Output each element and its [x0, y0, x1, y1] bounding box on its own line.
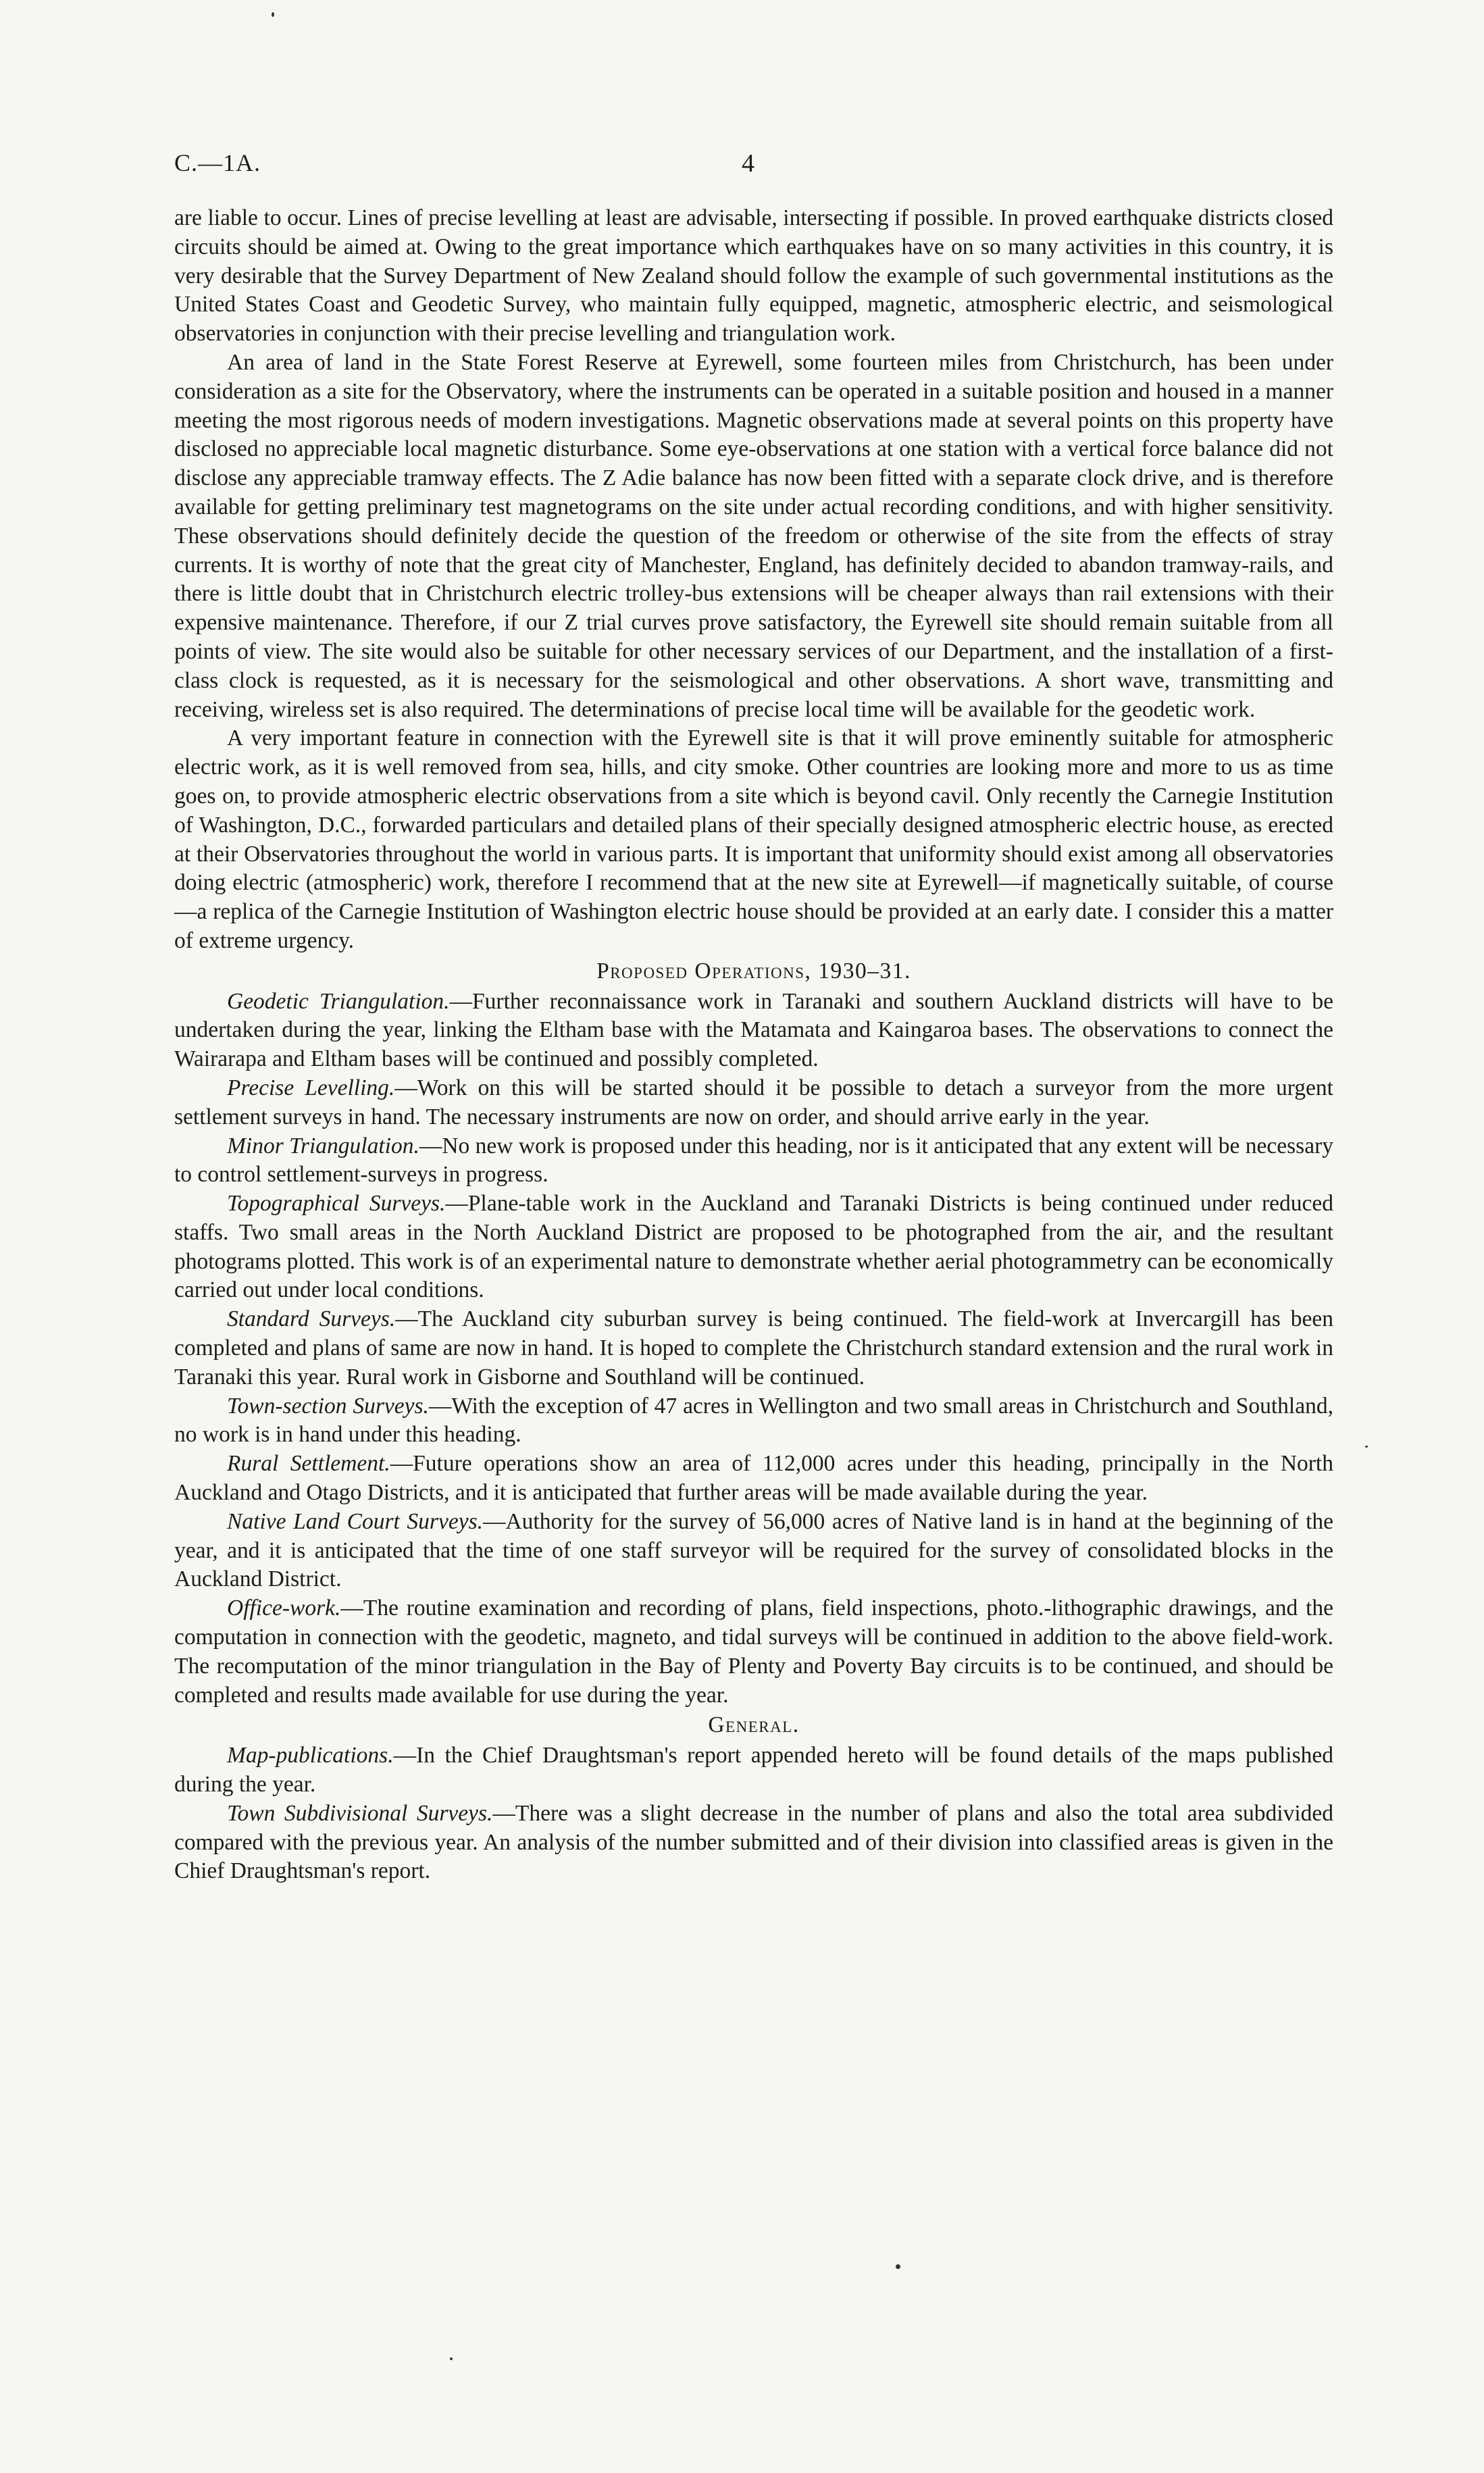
section-heading-proposed-operations: Proposed Operations, 1930–31. — [596, 958, 911, 984]
paragraph-map-publications — [174, 1741, 1333, 1800]
page-header — [174, 149, 1336, 182]
body-text — [174, 204, 1333, 1886]
paragraph-lead: Rural Settlement. — [227, 1451, 390, 1477]
scan-speck — [896, 2264, 900, 2269]
document-reference: C.—1A. — [174, 149, 261, 176]
paragraph-intro-3: A very important feature in connection with the Eyrewell site is that it will prove eminently suitable for atmospheric electric work, as it is well removed from sea, hills, and city smoke. Other countries are looking more and more to us as time goes on, to provide atmospheric electric observations from a site which is beyond cavil. Only recently the Carnegie Institution of Washington, D.C., forwarded particulars and detailed plans of their specially designed atmospheric electric house, as erected at their Observatories throughout the world in various parts. It is important that uniformity should exist among all observatories doing electric (atmospheric) work, therefore I recommend that at the new site at Eyrewell—if magnetically suitable, of course—a replica of the Carnegie Institution of Washington electric house should be provided at an early date. I consider this a matter of extreme urgency. — [174, 725, 1333, 953]
paragraph-intro-1: are liable to occur. Lines of precise levelling at least are advisable, intersecting if possible. In proved earthquake districts closed circuits should be aimed at. Owing to the great importance which earthquakes have on so many activities in this country, it is very desirable that the Survey Department of New Zealand should follow the example of such governmental institutions as the United States Coast and Geodetic Survey, who maintain fully equipped, magnetic, atmospheric electric, and seismological observatories in conjunction with their precise levelling and triangulation work. — [174, 205, 1333, 347]
paragraph-text: —With the exception of 47 acres in Wellington and two small areas in Christchurch and Southland, no work is in hand under this heading. — [174, 1393, 1333, 1448]
paragraph-text: —Work on this will be started should it be possible to detach a surveyor from the more urgent settlement surveys in hand. The necessary instruments are now on order, and should arrive early in the year. — [174, 1075, 1333, 1129]
paragraph-text: —Authority for the survey of 56,000 acres of Native land is in hand at the beginning of the year, and it is anticipated that the time of one staff surveyor will be required for the survey of consolidated blocks in the Auckland District. — [174, 1508, 1333, 1592]
paragraph-lead: Minor Triangulation. — [227, 1133, 419, 1158]
paragraph-text: —No new work is proposed under this heading, nor is it anticipated that any extent will be necessary to control settlement-surveys in progress. — [174, 1133, 1333, 1188]
paragraph-town-subdivisional-surveys — [174, 1800, 1333, 1886]
scan-speck — [272, 12, 274, 17]
paragraph-lead: Town-section Surveys. — [227, 1393, 429, 1419]
paragraph-town-section-surveys — [174, 1392, 1333, 1450]
paragraph-lead: Topographical Surveys. — [227, 1191, 446, 1217]
paragraph-text: —The routine examination and recording of plans, field inspections, photo.-lithographic drawings, and the computation in connection with the geodetic, magneto, and tidal surveys will be continued in addition to the above field-work. The recomputation of the minor triangulation in the Bay of Plenty and Poverty Bay circuits is to be continued, and should be completed and results made available for use during the year. — [174, 1596, 1333, 1708]
paragraph-standard-surveys — [174, 1305, 1333, 1392]
paragraph-lead: Office-work. — [227, 1596, 341, 1621]
paragraph-lead: Geodetic Triangulation. — [227, 988, 450, 1014]
paragraph-text: —Future operations show an area of 112,000 acres under this heading, principally in the North Auckland and Otago Districts, and it is anticipated that further areas will be made available during the year. — [174, 1451, 1333, 1506]
paragraph-native-land-court-surveys — [174, 1508, 1333, 1594]
paragraph-text: —Plane-table work in the Auckland and Taranaki Districts is being continued under reduced staffs. Two small areas in the North Auckland District are proposed to be photographed from the air, and the resultant photograms plotted. This work is of an experimental nature to demonstrate whether aerial photogrammetry can be economically carried out under local conditions. — [174, 1191, 1333, 1303]
paragraph-lead: Standard Surveys. — [227, 1306, 396, 1332]
paragraph-lead: Town Subdivisional Surveys. — [227, 1800, 493, 1826]
paragraph-lead: Map-publications. — [227, 1743, 394, 1768]
scan-speck — [1365, 1446, 1368, 1448]
paragraph-text: —In the Chief Draughtsman's report appended hereto will be found details of the maps published during the year. — [174, 1743, 1333, 1798]
section-heading-general: General. — [708, 1712, 800, 1738]
paragraph-text: —The Auckland city suburban survey is being continued. The field-work at Invercargill has been completed and plans of same are now in hand. It is hoped to complete the Christchurch standard extension and the rural work in Taranaki this year. Rural work in Gisborne and Southland will be continued. — [174, 1306, 1333, 1390]
paragraph-topographical-surveys — [174, 1190, 1333, 1305]
paragraph-text: —Further reconnaissance work in Taranaki and southern Auckland districts will have to be undertaken during the year, linking the Eltham base with the Matamata and Kaingaroa bases. The observations to connect the Wairarapa and Eltham bases will be continued and possibly completed. — [174, 988, 1333, 1072]
paragraph-rural-settlement — [174, 1450, 1333, 1508]
paragraph-lead: Native Land Court Surveys. — [227, 1508, 483, 1534]
page-number: 4 — [742, 149, 754, 178]
paragraph-lead: Precise Levelling. — [227, 1075, 395, 1100]
scan-speck — [450, 2357, 453, 2360]
paragraph-geodetic-triangulation — [174, 988, 1333, 1074]
paragraph-intro-2: An area of land in the State Forest Reserve at Eyrewell, some fourteen miles from Christchurch, has been under consideration as a site for the Observatory, where the instruments can be operated in a suitable position and housed in a manner meeting the most rigorous needs of modern investigations. Magnetic observations made at several points on this property have disclosed no appreciable local magnetic disturbance. Some eye-observations at one station with a vertical force balance did not disclose any appreciable tramway effects. The Z Adie balance has now been fitted with a separate clock drive, and is therefore available for getting preliminary test magnetograms on the site under actual recording conditions, and with higher sensitivity. These observations should definitely decide the question of the freedom or otherwise of the site from the effects of stray currents. It is worthy of note that the great city of Manchester, England, has definitely decided to abandon tramway-rails, and there is little doubt that in Christchurch electric trolley-bus extensions will be cheaper always than rail extensions with their expensive maintenance. Therefore, if our Z trial curves prove satisfactory, the Eyrewell site should remain suitable from all points of view. The site would also be suitable for other necessary services of our Department, and the installation of a first-class clock is requested, as it is necessary for the seismological and other observations. A short wave, transmitting and receiving, wireless set is also required. The determinations of precise local time will be available for the geodetic work. — [174, 349, 1333, 722]
paragraph-precise-levelling — [174, 1074, 1333, 1132]
paragraph-text: —There was a slight decrease in the number of plans and also the total area subdivided compared with the previous year. An analysis of the number submitted and of their division into classified areas is given in the Chief Draughtsman's report. — [174, 1800, 1334, 1884]
paragraph-minor-triangulation — [174, 1132, 1333, 1190]
paragraph-office-work — [174, 1594, 1333, 1710]
